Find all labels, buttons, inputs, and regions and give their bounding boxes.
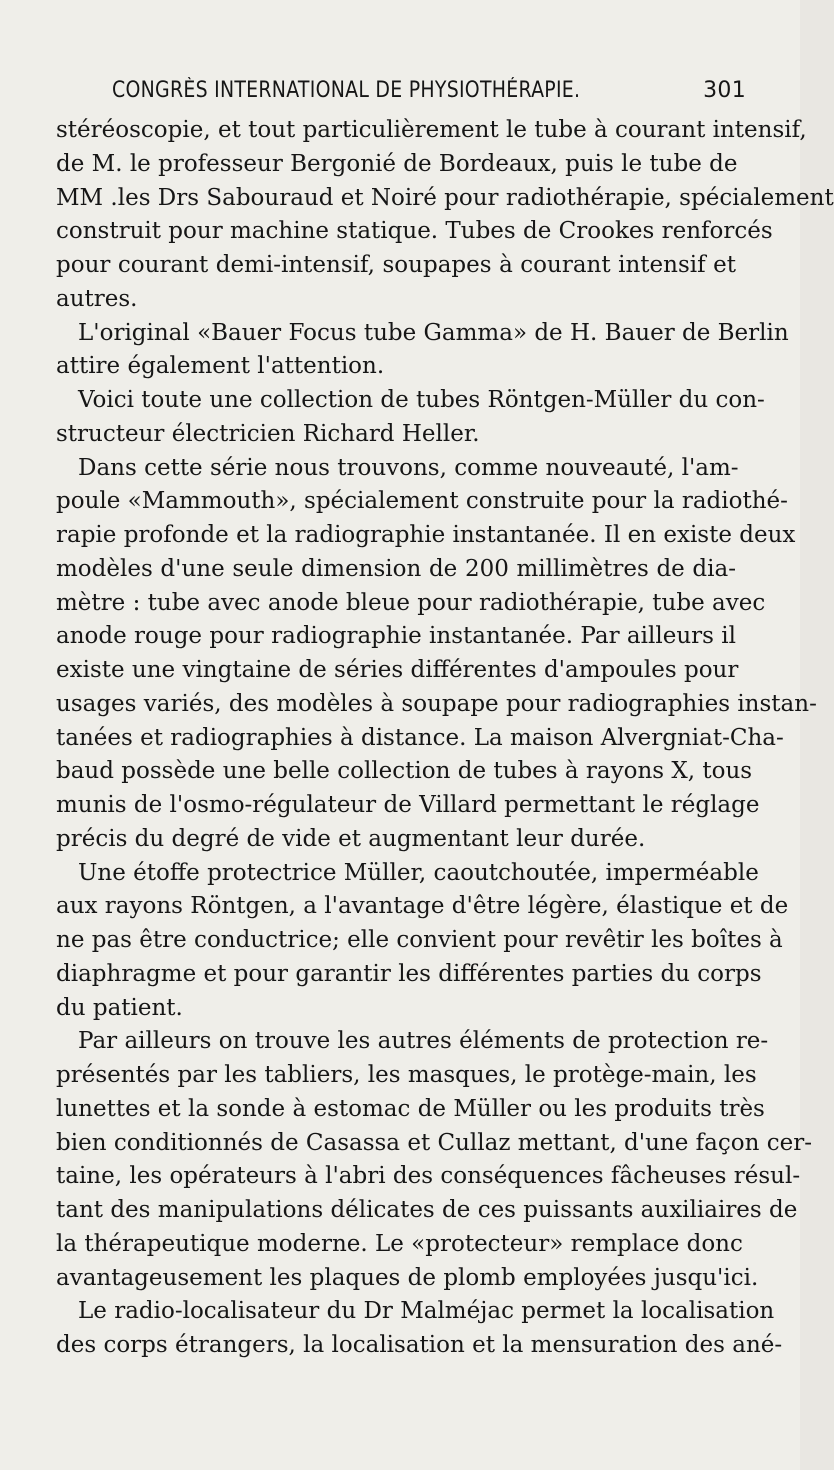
text-line: modèles d'une seule dimension de 200 millimètres de dia-	[56, 555, 736, 582]
text-line: autres.	[56, 285, 138, 312]
text-line: munis de l'osmo-régulateur de Villard permettant le réglage	[56, 792, 760, 818]
text-line: Le radio-localisateur du Dr Malméjac permet la localisation	[78, 1298, 775, 1325]
text-line: L'original «Bauer Focus tube Gamma» de H. Bauer de Berlin	[78, 319, 789, 346]
body-text	[56, 114, 834, 1363]
text-line: ne pas être conductrice; elle convient pour revêtir les boîtes à	[56, 927, 783, 953]
page-number: 301	[703, 78, 746, 103]
text-line: des corps étrangers, la localisation et la mensuration des ané-	[56, 1332, 783, 1358]
text-line: Voici toute une collection de tubes Röntgen-Müller du con-	[78, 387, 765, 413]
text-line: la thérapeutique moderne. Le «protecteur» remplace donc	[56, 1230, 743, 1257]
text-line: diaphragme et pour garantir les différentes parties du corps	[56, 960, 762, 987]
text-line: taine, les opérateurs à l'abri des conséquences fâcheuses résul-	[56, 1163, 801, 1190]
text-line: présentés par les tabliers, les masques, le protège-main, les	[56, 1062, 757, 1088]
text-line: lunettes et la sonde à estomac de Müller ou les produits très	[56, 1095, 765, 1122]
text-line: existe une vingtaine de séries différentes d'ampoules pour	[56, 657, 739, 683]
text-line: bien conditionnés de Casassa et Cullaz mettant, d'une façon cer-	[56, 1129, 812, 1156]
text-line: stéréoscopie, et tout particulièrement le tube à courant intensif,	[56, 117, 807, 143]
text-line: de M. le professeur Bergonié de Bordeaux, puis le tube de	[56, 150, 738, 177]
text-line: tant des manipulations délicates de ces puissants auxiliaires de	[56, 1197, 798, 1223]
text-line: baud possède une belle collection de tubes à rayons X, tous	[56, 758, 753, 785]
text-line: poule «Mammouth», spécialement construite pour la radiothé-	[56, 488, 788, 515]
running-title: CONGRÈS INTERNATIONAL DE PHYSIOTHÉRAPIE.	[112, 78, 581, 103]
text-line: mètre : tube avec anode bleue pour radiothérapie, tube avec	[56, 589, 766, 616]
page-header	[58, 78, 746, 108]
text-line: structeur électricien Richard Heller.	[56, 420, 480, 447]
text-line: MM .les Drs Sabouraud et Noiré pour radiothérapie, spécialement	[56, 184, 834, 211]
text-line: du patient.	[56, 994, 183, 1021]
text-line: Dans cette série nous trouvons, comme nouveauté, l'am-	[78, 454, 739, 481]
text-line: construit pour machine statique. Tubes de Crookes renforcés	[56, 218, 773, 245]
text-line: usages variés, des modèles à soupape pour radiographies instan-	[56, 690, 817, 717]
text-line: avantageusement les plaques de plomb employées jusqu'ici.	[56, 1264, 759, 1291]
text-line: tanées et radiographies à distance. La maison Alvergniat-Cha-	[56, 724, 784, 751]
text-line: aux rayons Röntgen, a l'avantage d'être légère, élastique et de	[56, 893, 789, 920]
text-line: rapie profonde et la radiographie instantanée. Il en existe deux	[56, 522, 796, 548]
text-line: attire également l'attention.	[56, 353, 385, 380]
text-line: Par ailleurs on trouve les autres éléments de protection re-	[78, 1028, 769, 1055]
text-line: Une étoffe protectrice Müller, caoutchoutée, imperméable	[78, 859, 759, 886]
text-line: anode rouge pour radiographie instantanée. Par ailleurs il	[56, 623, 736, 650]
text-line: pour courant demi-intensif, soupapes à courant intensif et	[56, 252, 736, 278]
text-line: précis du degré de vide et augmentant leur durée.	[56, 825, 646, 852]
